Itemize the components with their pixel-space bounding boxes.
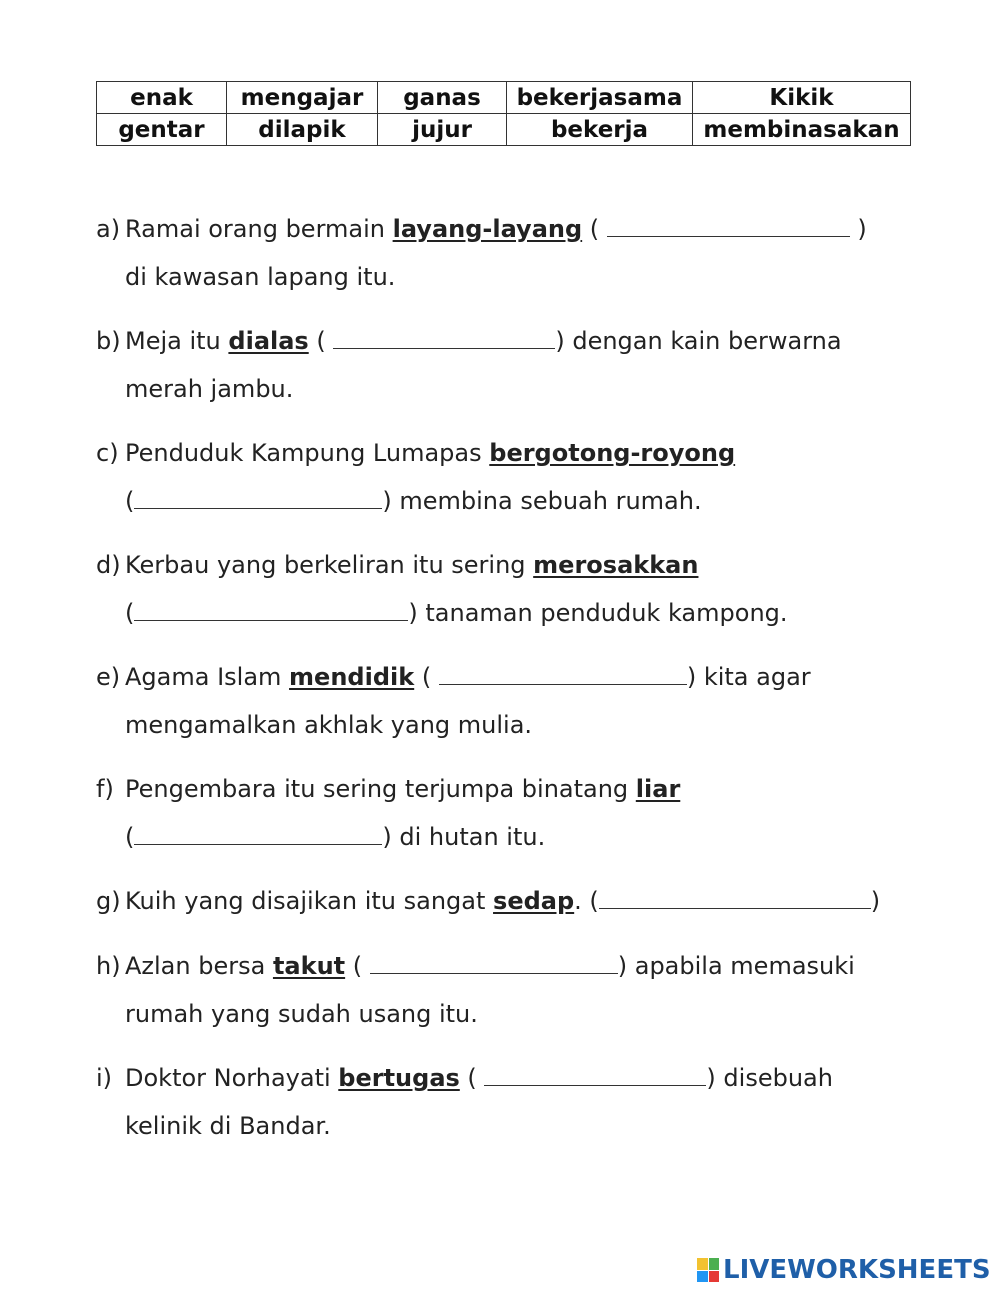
paren-open: (: [582, 215, 607, 243]
answer-blank[interactable]: [370, 945, 618, 974]
question-text-continued: di kawasan lapang itu.: [125, 263, 396, 291]
question-text: Agama Islam: [125, 663, 290, 691]
answer-blank[interactable]: [134, 816, 382, 845]
question-text-continued: merah jambu.: [125, 375, 294, 403]
word-cell: bekerja: [507, 114, 693, 146]
question-i: [96, 1054, 833, 1150]
question-f: [96, 765, 680, 861]
question-text-after: ) disebuah: [706, 1064, 833, 1092]
word-cell: membinasakan: [693, 114, 911, 146]
question-text: Penduduk Kampung Lumapas: [125, 439, 490, 467]
question-c: [96, 429, 735, 525]
question-h: [96, 942, 855, 1038]
question-text-continued: kelinik di Bandar.: [125, 1112, 331, 1140]
question-text-after: ) di hutan itu.: [382, 823, 546, 851]
question-text-after: ) apabila memasuki: [617, 952, 855, 980]
paren-open: (: [125, 487, 135, 515]
keyword: bertugas: [338, 1064, 460, 1092]
question-label: f): [96, 775, 114, 803]
question-text: Pengembara itu sering terjumpa binatang: [125, 775, 636, 803]
question-d: [96, 541, 788, 637]
question-text-after: ) tanaman penduduk kampong.: [408, 599, 788, 627]
word-cell: mengajar: [227, 82, 378, 114]
answer-blank[interactable]: [333, 320, 555, 349]
logo-blocks-icon: [697, 1258, 719, 1282]
keyword: layang-layang: [392, 215, 583, 243]
question-label: a): [96, 215, 121, 243]
question-label: g): [96, 887, 121, 915]
question-text-continued: mengamalkan akhlak yang mulia.: [125, 711, 533, 739]
word-cell: bekerjasama: [507, 82, 693, 114]
keyword: takut: [272, 952, 346, 980]
paren-close: ): [849, 215, 867, 243]
paren-open: (: [308, 327, 334, 355]
question-text-after: ) membina sebuah rumah.: [382, 487, 702, 515]
liveworksheets-logo: [697, 1255, 991, 1285]
question-text-after: ) kita agar: [686, 663, 811, 691]
question-text: Doktor Norhayati: [125, 1064, 339, 1092]
logo-block: [709, 1271, 720, 1283]
answer-blank[interactable]: [484, 1057, 706, 1086]
paren-open: (: [414, 663, 439, 691]
question-label: h): [96, 952, 121, 980]
logo-block: [697, 1258, 708, 1270]
word-cell: enak: [97, 82, 227, 114]
paren-open: (: [459, 1064, 485, 1092]
answer-blank[interactable]: [439, 656, 687, 685]
paren-close: ): [870, 887, 881, 915]
question-text: Azlan bersa: [125, 952, 273, 980]
question-label: e): [96, 663, 121, 691]
keyword: merosakkan: [533, 551, 699, 579]
answer-blank[interactable]: [134, 480, 382, 509]
question-text: Ramai orang bermain: [125, 215, 393, 243]
word-bank-row: [97, 82, 911, 114]
paren-open: (: [345, 952, 370, 980]
word-bank-row: [97, 114, 911, 146]
word-cell: ganas: [378, 82, 507, 114]
question-text-continued: rumah yang sudah usang itu.: [125, 1000, 478, 1028]
question-label: b): [96, 327, 121, 355]
word-bank-table: [96, 81, 911, 146]
question-e: [96, 653, 811, 749]
word-cell: Kikik: [693, 82, 911, 114]
answer-blank[interactable]: [607, 208, 850, 237]
question-text: Kuih yang disajikan itu sangat: [125, 887, 494, 915]
question-a: [96, 205, 867, 301]
word-cell: jujur: [378, 114, 507, 146]
answer-blank[interactable]: [599, 880, 871, 909]
logo-block: [709, 1258, 720, 1270]
paren-open: . (: [574, 887, 599, 915]
question-label: d): [96, 551, 121, 579]
keyword: dialas: [228, 327, 309, 355]
keyword: bergotong-royong: [489, 439, 736, 467]
keyword: liar: [635, 775, 681, 803]
question-label: c): [96, 439, 119, 467]
question-label: i): [96, 1064, 113, 1092]
answer-blank[interactable]: [134, 592, 408, 621]
word-cell: gentar: [97, 114, 227, 146]
question-text-after: ) dengan kain berwarna: [555, 327, 842, 355]
paren-open: (: [125, 599, 135, 627]
question-text: Kerbau yang berkeliran itu sering: [125, 551, 534, 579]
question-b: [96, 317, 842, 413]
question-g: [96, 877, 880, 925]
paren-open: (: [125, 823, 135, 851]
keyword: sedap: [493, 887, 575, 915]
logo-block: [697, 1271, 708, 1283]
question-text: Meja itu: [125, 327, 229, 355]
keyword: mendidik: [289, 663, 415, 691]
word-cell: dilapik: [227, 114, 378, 146]
logo-text: LIVEWORKSHEETS: [723, 1255, 991, 1285]
